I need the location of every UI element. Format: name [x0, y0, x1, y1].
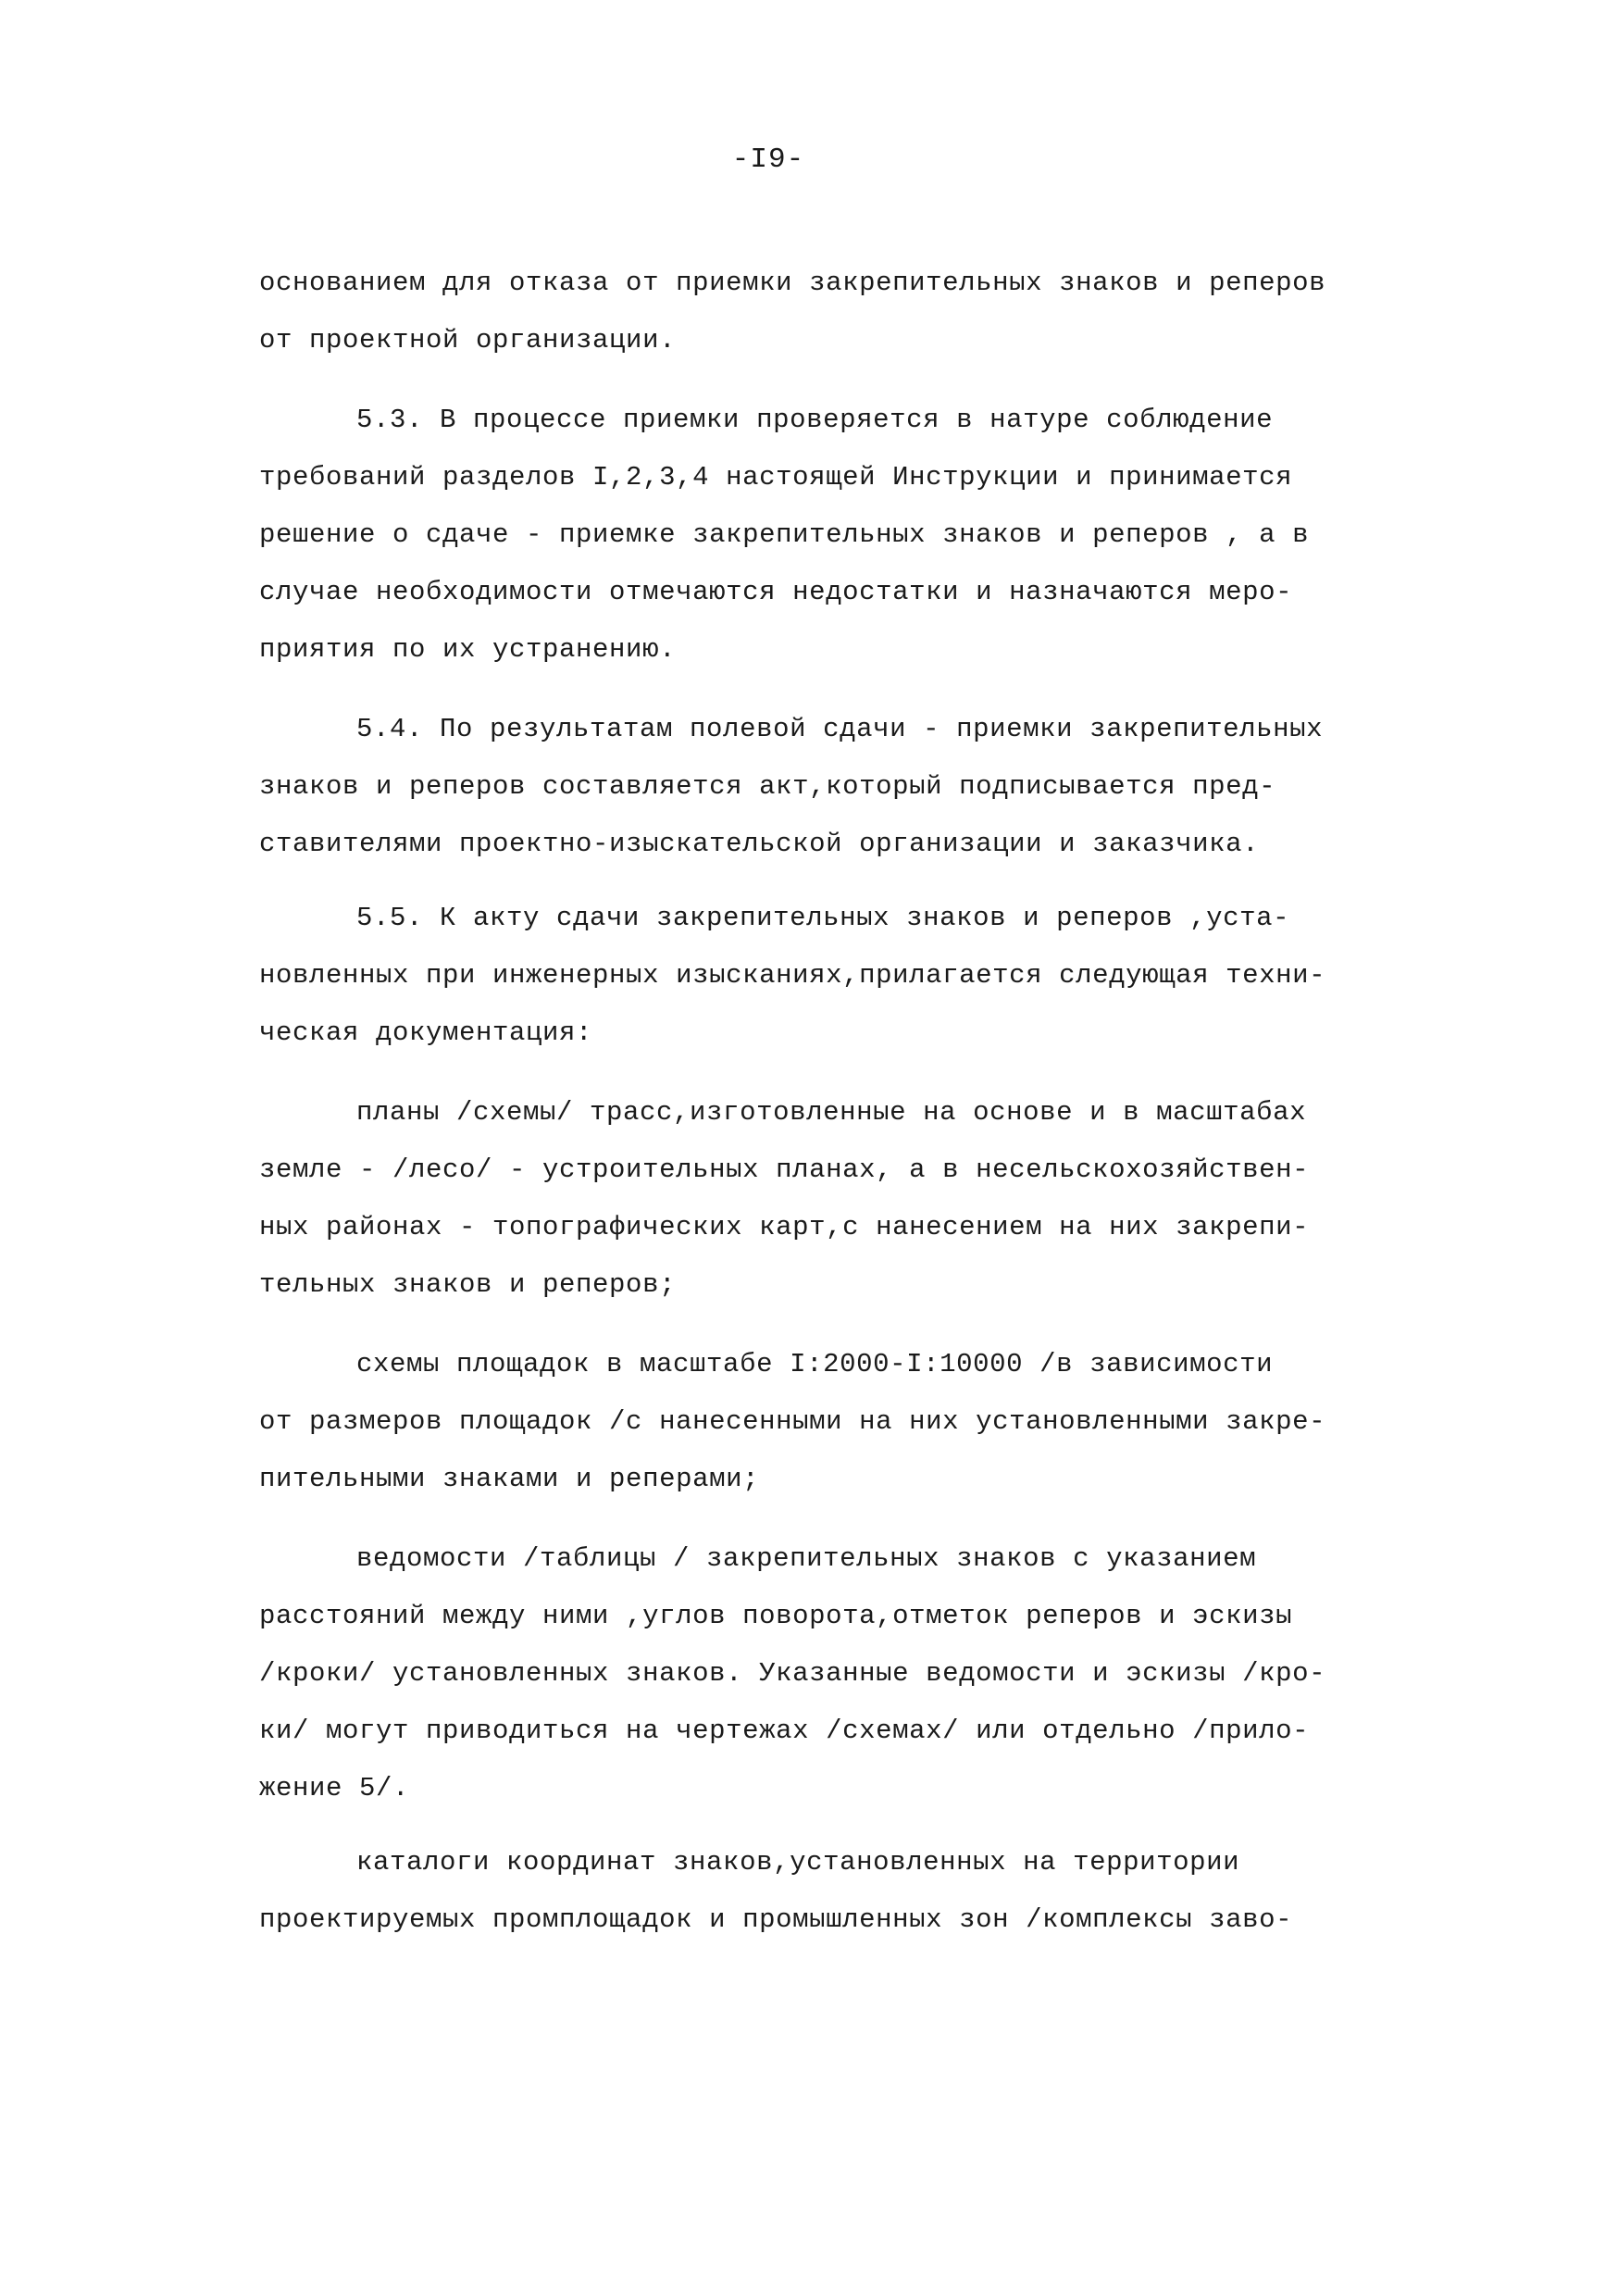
- paragraph-5-5-line: 5.5. К акту сдачи закрепительных знаков и реперов ,уста-: [356, 903, 1290, 933]
- text-line: основанием для отказа от приемки закрепительных знаков и реперов: [259, 268, 1326, 298]
- text-line: расстояний между ними ,углов поворота,отметок реперов и эскизы: [259, 1601, 1293, 1631]
- text-line: требований разделов I,2,3,4 настоящей Инструкции и принимается: [259, 462, 1293, 493]
- paragraph-5-4-line: 5.4. По результатам полевой сдачи - приемки закрепительных: [356, 714, 1324, 744]
- text-line: новленных при инженерных изысканиях,прилагается следующая техни-: [259, 960, 1326, 991]
- text-line: ных районах - топографических карт,с нанесением на них закрепи-: [259, 1212, 1310, 1242]
- page-number: -I9-: [731, 144, 805, 176]
- text-line: тельных знаков и реперов;: [259, 1269, 677, 1300]
- text-line: знаков и реперов составляется акт,который подписывается пред-: [259, 771, 1276, 802]
- document-body: [259, 255, 1351, 1949]
- text-line: проектируемых промплощадок и промышленных зон /комплексы заво-: [259, 1904, 1293, 1935]
- list-item-registers-line: ведомости /таблицы / закрепительных знаков с указанием: [356, 1543, 1257, 1574]
- text-line: земле - /лесо/ - устроительных планах, а в несельскохозяйствен-: [259, 1154, 1310, 1185]
- text-line: приятия по их устранению.: [259, 634, 677, 665]
- text-line: пительными знаками и реперами;: [259, 1464, 760, 1494]
- text-line: от проектной организации.: [259, 325, 677, 356]
- list-item-plans-line: планы /схемы/ трасс,изготовленные на основе и в масштабах: [356, 1097, 1307, 1128]
- text-line: ки/ могут приводиться на чертежах /схемах/ или отдельно /прило-: [259, 1716, 1310, 1746]
- text-line: /кроки/ установленных знаков. Указанные ведомости и эскизы /кро-: [259, 1658, 1326, 1689]
- text-line: ческая документация:: [259, 1017, 593, 1048]
- list-item-catalogs-line: каталоги координат знаков,установленных на территории: [356, 1847, 1240, 1878]
- text-line: жение 5/.: [259, 1773, 410, 1803]
- list-item-schemes-line: схемы площадок в масштабе I:2000-I:10000 /в зависимости: [356, 1349, 1274, 1379]
- paragraph-5-3-line: 5.3. В процессе приемки проверяется в натуре соблюдение: [356, 405, 1274, 435]
- text-line: случае необходимости отмечаются недостатки и назначаются меро-: [259, 577, 1293, 607]
- text-line: от размеров площадок /с нанесенными на них установленными закре-: [259, 1406, 1326, 1437]
- text-line: ставителями проектно-изыскательской организации и заказчика.: [259, 829, 1260, 859]
- text-line: решение о сдаче - приемке закрепительных знаков и реперов , а в: [259, 519, 1310, 550]
